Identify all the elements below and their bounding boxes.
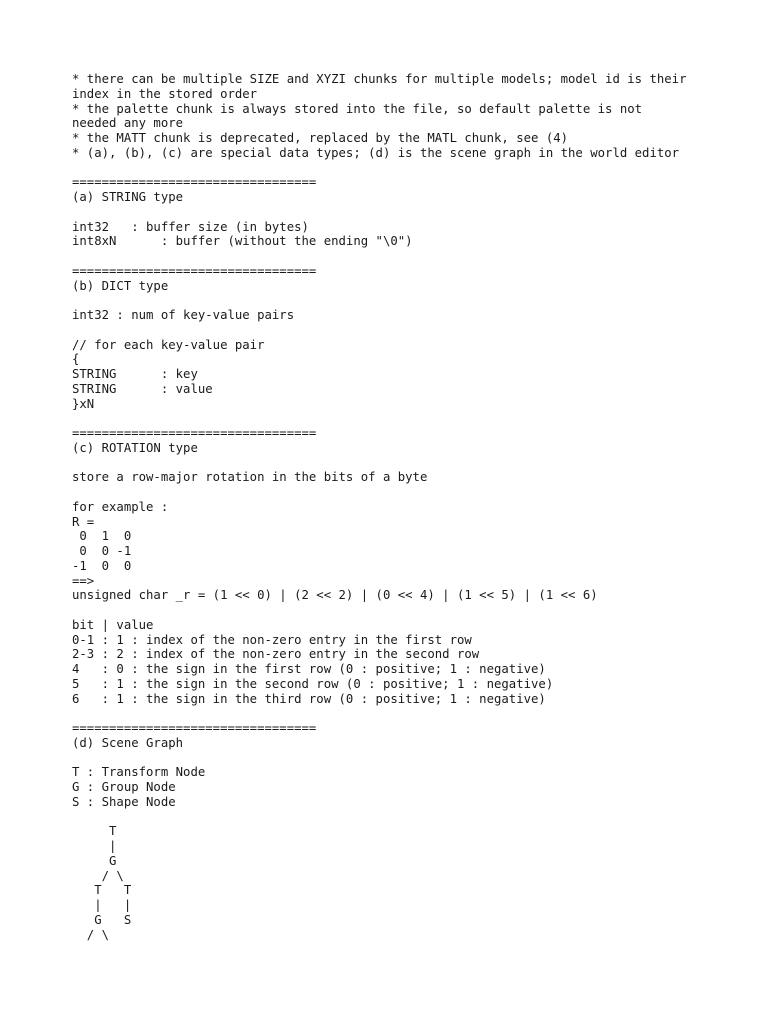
section-heading: (a) STRING type — [72, 190, 184, 204]
document-page — [72, 72, 712, 942]
tree-diagram-line: | | — [72, 898, 132, 912]
tree-diagram-line: G — [72, 853, 117, 868]
text-line: { — [72, 352, 80, 367]
table-row: 4 : 0 : the sign in the first row (0 : positive; 1 : negative) — [72, 662, 546, 676]
text-line: * (a), (b), (c) are special data types; (d) is the scene graph in the world editor — [72, 145, 680, 160]
text-line: R = — [72, 514, 95, 529]
text-line: * the palette chunk is always stored into the file, so default palette is not — [72, 101, 643, 116]
text-line: STRING : key — [72, 367, 198, 381]
text-line: needed any more — [72, 116, 184, 131]
blank-line — [72, 603, 712, 618]
blank-line — [72, 810, 712, 825]
text-line: int32 : num of key-value pairs — [72, 308, 295, 322]
text-line: * there can be multiple SIZE and XYZI chunks for multiple models; model id is their — [72, 72, 687, 86]
tree-diagram-line: | — [72, 839, 117, 853]
section-heading: (b) DICT type — [72, 278, 169, 293]
blank-line — [72, 161, 712, 176]
text-line: int32 : buffer size (in bytes) — [72, 219, 309, 234]
text-line: // for each key-value pair — [72, 337, 265, 352]
text-line: * the MATT chunk is deprecated, replaced by the MATL chunk, see (4) — [72, 131, 569, 145]
blank-line — [72, 323, 712, 338]
tree-diagram-line: G S — [72, 912, 132, 927]
blank-line — [72, 293, 712, 308]
text-line: store a row-major rotation in the bits of a byte — [72, 470, 428, 485]
blank-line — [72, 751, 712, 766]
code-line: unsigned char _r = (1 << 0) | (2 << 2) | (0 << 4) | (1 << 5) | (1 << 6) — [72, 588, 598, 603]
table-header: bit | value — [72, 617, 154, 632]
tree-diagram-line: T — [72, 824, 117, 839]
section-divider: ================================= — [72, 175, 317, 190]
section-heading: (c) ROTATION type — [72, 440, 198, 455]
matrix-row: 0 0 -1 — [72, 544, 132, 558]
tree-diagram-line: / \ — [72, 927, 110, 942]
text-line: STRING : value — [72, 381, 213, 396]
text-line: for example : — [72, 499, 169, 514]
section-divider: ================================= — [72, 263, 317, 278]
table-row: 2-3 : 2 : index of the non-zero entry in the second row — [72, 647, 480, 662]
table-row: 5 : 1 : the sign in the second row (0 : positive; 1 : negative) — [72, 676, 554, 691]
text-line: }xN — [72, 396, 95, 411]
blank-line — [72, 485, 712, 500]
text-line: int8xN : buffer (without the ending "\0") — [72, 234, 413, 249]
section-divider: ================================= — [72, 426, 317, 440]
blank-line — [72, 706, 712, 721]
table-row: 0-1 : 1 : index of the non-zero entry in the first row — [72, 632, 472, 647]
text-line: index in the stored order — [72, 86, 258, 101]
section-heading: (d) Scene Graph — [72, 735, 184, 750]
tree-diagram-line: T T — [72, 883, 132, 898]
table-row: 6 : 1 : the sign in the third row (0 : positive; 1 : negative) — [72, 691, 546, 706]
legend-line: T : Transform Node — [72, 765, 206, 780]
blank-line — [72, 249, 712, 264]
section-divider: ================================= — [72, 721, 317, 735]
tree-diagram-line: / \ — [72, 868, 124, 883]
blank-line — [72, 205, 712, 220]
blank-line — [72, 411, 712, 426]
legend-line: S : Shape Node — [72, 794, 176, 809]
legend-line: G : Group Node — [72, 780, 176, 794]
blank-line — [72, 456, 712, 471]
matrix-row: 0 1 0 — [72, 529, 132, 544]
text-line: ==> — [72, 573, 95, 588]
matrix-row: -1 0 0 — [72, 558, 132, 573]
